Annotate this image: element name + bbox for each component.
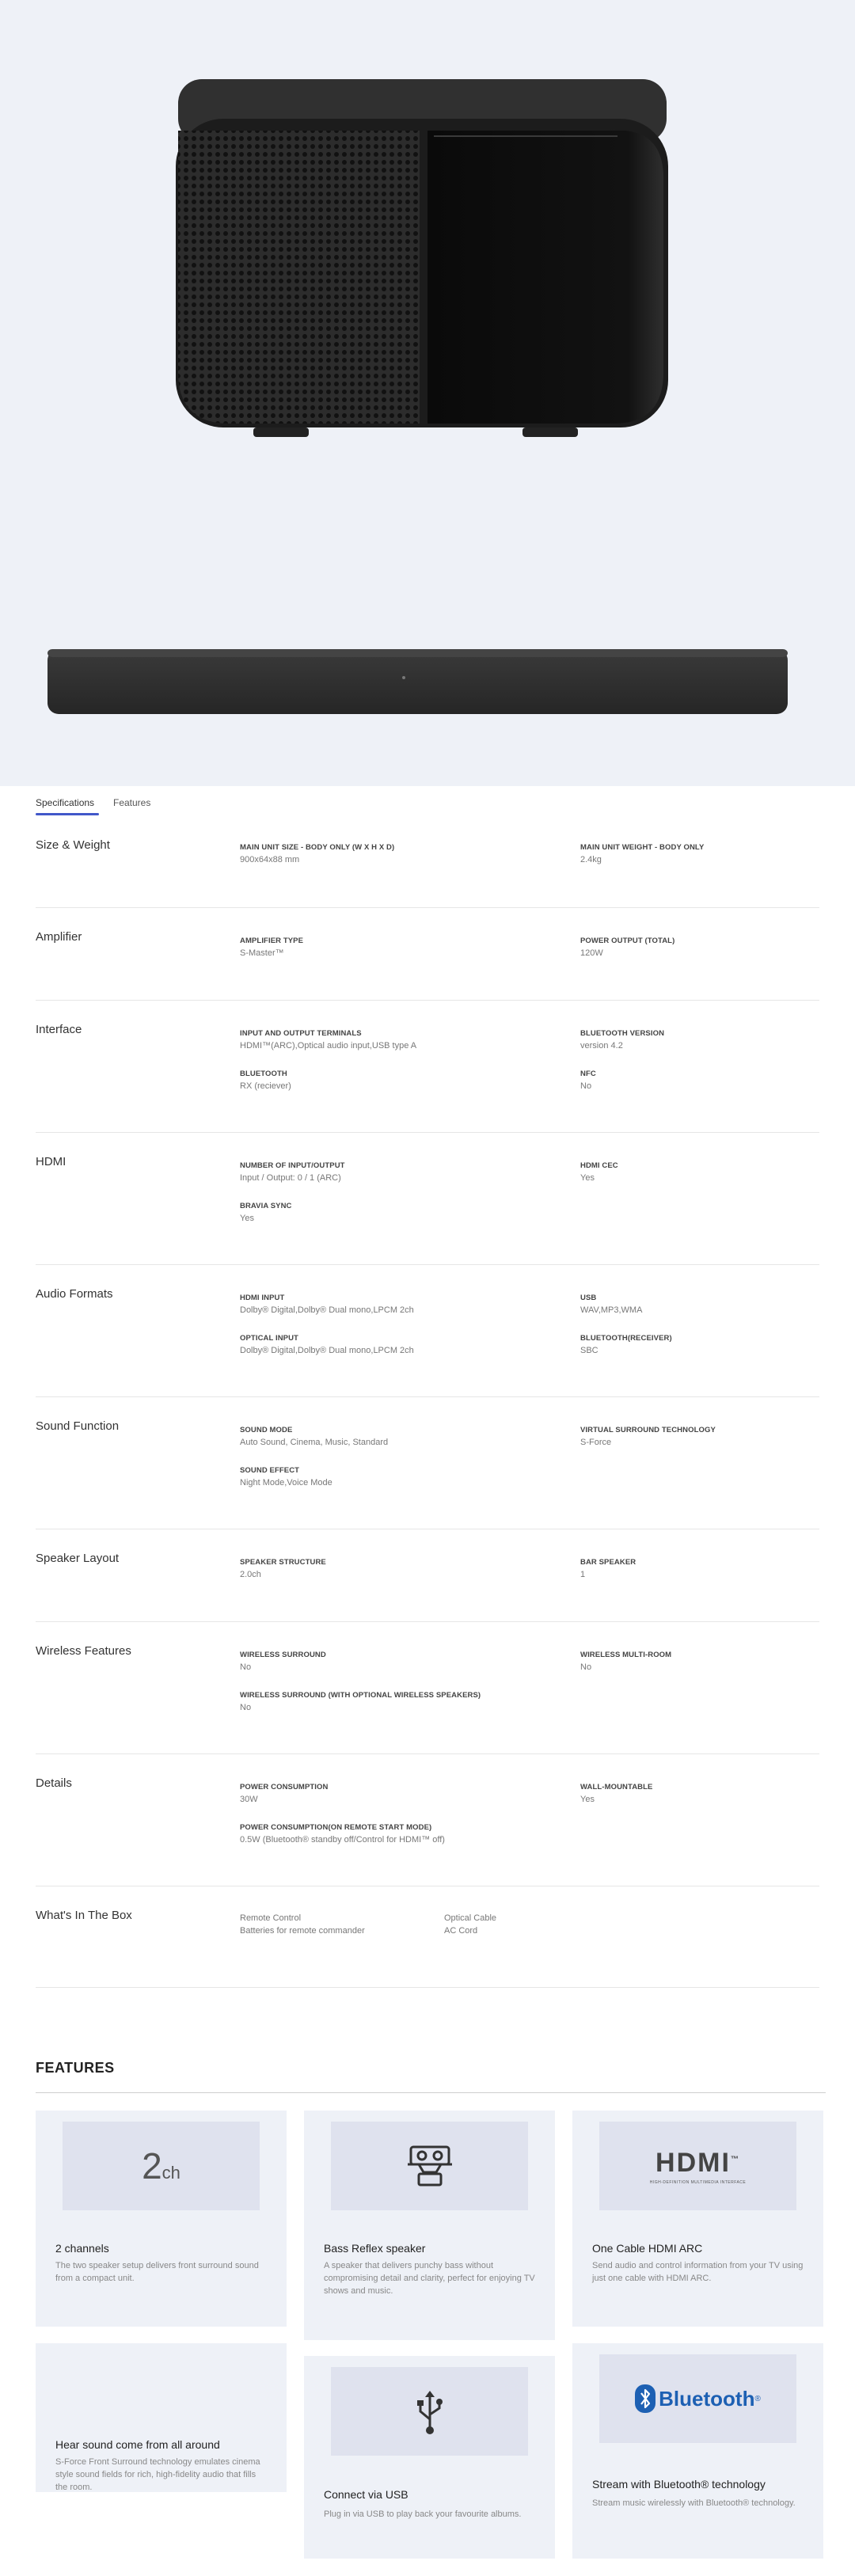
spec-label: WIRELESS SURROUND xyxy=(240,1651,326,1659)
spec-label: OPTICAL INPUT xyxy=(240,1334,298,1343)
feature-image xyxy=(331,2122,528,2210)
bass-reflex-speaker-icon xyxy=(405,2141,455,2191)
spec-label: SOUND MODE xyxy=(240,1426,293,1434)
spec-item xyxy=(240,1783,541,1804)
spec-section-interface xyxy=(36,1001,819,1133)
spec-value: Dolby® Digital,Dolby® Dual mono,LPCM 2ch xyxy=(240,1305,414,1315)
spec-item xyxy=(240,1651,541,1672)
spec-label: BLUETOOTH xyxy=(240,1070,287,1078)
spec-item xyxy=(580,1070,855,1091)
hdmi-logo-subtitle: HIGH-DEFINITION MULTIMEDIA INTERFACE xyxy=(649,2179,747,2185)
features-divider xyxy=(36,2092,826,2093)
feature-image xyxy=(63,2122,260,2210)
spec-section-in-the-box xyxy=(36,1886,819,1988)
feature-title: Stream with Bluetooth® technology xyxy=(592,2478,766,2491)
spec-item xyxy=(580,937,855,958)
spec-value: Input / Output: 0 / 1 (ARC) xyxy=(240,1173,341,1183)
spec-label: SPEAKER STRUCTURE xyxy=(240,1558,326,1567)
spec-section-sound-function xyxy=(36,1397,819,1529)
spec-item xyxy=(580,1161,855,1183)
spec-item xyxy=(580,1651,855,1672)
spec-value: version 4.2 xyxy=(580,1041,623,1051)
bluetooth-logo-icon: Bluetooth ® xyxy=(635,2384,761,2413)
active-tab-indicator xyxy=(36,813,99,815)
spec-label: POWER CONSUMPTION(ON REMOTE START MODE) xyxy=(240,1823,432,1832)
spec-value: WAV,MP3,WMA xyxy=(580,1305,643,1315)
feature-image xyxy=(331,2367,528,2456)
spec-item xyxy=(580,843,855,864)
spec-label: BLUETOOTH VERSION xyxy=(580,1029,665,1038)
2ch-icon: 2ch xyxy=(142,2145,180,2187)
spec-item xyxy=(580,1783,855,1804)
tab-specifications[interactable]: Specifications xyxy=(36,797,95,808)
spec-value: 900x64x88 mm xyxy=(240,855,300,864)
spec-item xyxy=(240,1466,541,1487)
spec-section-title: Wireless Features xyxy=(36,1644,131,1658)
feature-description: S-Force Front Surround technology emulates cinema style sound fields for rich, high-fidelity audio that fills the room. xyxy=(55,2457,260,2492)
spec-item xyxy=(240,937,541,958)
spec-section-title: Details xyxy=(36,1776,72,1790)
spec-value: SBC xyxy=(580,1346,598,1355)
spec-label: HDMI CEC xyxy=(580,1161,618,1170)
spec-section-wireless-features xyxy=(36,1622,819,1754)
spec-section-title: Speaker Layout xyxy=(36,1552,120,1565)
feature-title: Hear sound come from all around xyxy=(55,2438,220,2451)
spec-section-hdmi xyxy=(36,1133,819,1265)
spec-label: MAIN UNIT WEIGHT - BODY ONLY xyxy=(580,843,705,852)
spec-item xyxy=(240,1029,541,1051)
spec-value: S-Force xyxy=(580,1438,612,1447)
spec-label: POWER OUTPUT (TOTAL) xyxy=(580,937,675,945)
feature-title: Bass Reflex speaker xyxy=(324,2242,426,2255)
spec-item xyxy=(580,1334,855,1355)
feature-title: Connect via USB xyxy=(324,2488,408,2501)
spec-value: Dolby® Digital,Dolby® Dual mono,LPCM 2ch xyxy=(240,1346,414,1355)
spec-section-title: What's In The Box xyxy=(36,1909,132,1922)
spec-value: 2.4kg xyxy=(580,855,602,864)
spec-value: Yes xyxy=(580,1795,595,1804)
feature-card-hdmi-arc xyxy=(572,2111,823,2327)
feature-description: Send audio and control information from your TV using just one cable with HDMI ARC. xyxy=(592,2261,804,2283)
feature-card-bass-reflex xyxy=(304,2111,555,2340)
bluetooth-icon xyxy=(635,2384,656,2413)
hdmi-logo-icon: HDMI™ xyxy=(656,2147,740,2178)
box-item: AC Cord xyxy=(444,1926,478,1936)
feature-description: A speaker that delivers punchy bass without compromising detail and clarity, perfect for enjoying TV shows and music. xyxy=(324,2261,535,2296)
spec-label: BRAVIA SYNC xyxy=(240,1202,292,1210)
spec-value: No xyxy=(240,1703,252,1712)
spec-value: RX (reciever) xyxy=(240,1081,291,1091)
box-item: Batteries for remote commander xyxy=(240,1926,365,1936)
spec-label: HDMI INPUT xyxy=(240,1294,285,1302)
feature-title: One Cable HDMI ARC xyxy=(592,2242,703,2255)
spec-label: WIRELESS SURROUND (WITH OPTIONAL WIRELESS SPEAKERS) xyxy=(240,1691,481,1700)
feature-image xyxy=(599,2354,796,2443)
spec-section-size-weight xyxy=(36,827,819,908)
spec-label: NUMBER OF INPUT/OUTPUT xyxy=(240,1161,345,1170)
feature-card-2-channels xyxy=(36,2111,287,2327)
spec-tabs xyxy=(36,786,819,827)
feature-card-usb xyxy=(304,2356,555,2559)
spec-label: INPUT AND OUTPUT TERMINALS xyxy=(240,1029,362,1038)
feature-description: The two speaker setup delivers front surround sound from a compact unit. xyxy=(55,2261,259,2283)
spec-label: BAR SPEAKER xyxy=(580,1558,636,1567)
spec-value: Yes xyxy=(580,1173,595,1183)
box-item: Remote Control xyxy=(240,1913,302,1923)
box-item: Optical Cable xyxy=(444,1913,497,1923)
spec-label: WALL-MOUNTABLE xyxy=(580,1783,653,1791)
spec-label: AMPLIFIER TYPE xyxy=(240,937,304,945)
spec-value: HDMI™(ARC),Optical audio input,USB type A xyxy=(240,1041,417,1051)
spec-value: 1 xyxy=(580,1570,586,1579)
spec-section-title: Size & Weight xyxy=(36,838,110,852)
spec-value: 0.5W (Bluetooth® standby off/Control for HDMI™ off) xyxy=(240,1835,445,1845)
spec-value: No xyxy=(580,1662,592,1672)
spec-label: USB xyxy=(580,1294,597,1302)
spec-section-title: HDMI xyxy=(36,1155,66,1168)
spec-value: 120W xyxy=(580,948,603,958)
product-image xyxy=(0,0,855,786)
feature-image xyxy=(599,2122,796,2210)
spec-value: Auto Sound, Cinema, Music, Standard xyxy=(240,1438,389,1447)
spec-section-audio-formats xyxy=(36,1265,819,1397)
spec-label: MAIN UNIT SIZE - BODY ONLY (W X H X D) xyxy=(240,843,395,852)
spec-section-amplifier xyxy=(36,908,819,1001)
spec-section-title: Sound Function xyxy=(36,1419,120,1433)
spec-value: 2.0ch xyxy=(240,1570,261,1579)
spec-label: POWER CONSUMPTION xyxy=(240,1783,329,1791)
spec-value: S-Master™ xyxy=(240,948,284,958)
spec-value: No xyxy=(240,1662,252,1672)
spec-item xyxy=(580,1294,855,1315)
spec-label: BLUETOOTH(RECEIVER) xyxy=(580,1334,672,1343)
spec-section-details xyxy=(36,1754,819,1886)
spec-section-speaker-layout xyxy=(36,1529,819,1622)
spec-item xyxy=(240,1823,541,1845)
feature-description: Plug in via USB to play back your favourite albums. xyxy=(324,2510,522,2519)
spec-item xyxy=(240,1691,541,1712)
spec-section-title: Amplifier xyxy=(36,930,82,944)
feature-card-bluetooth xyxy=(572,2343,823,2559)
spec-value: Night Mode,Voice Mode xyxy=(240,1478,332,1487)
spec-item xyxy=(240,1558,541,1579)
spec-item xyxy=(240,1294,541,1315)
spec-label: SOUND EFFECT xyxy=(240,1466,300,1475)
usb-icon xyxy=(414,2388,446,2435)
spec-value: No xyxy=(580,1081,592,1091)
feature-title: 2 channels xyxy=(55,2242,109,2255)
spec-item xyxy=(240,1161,541,1183)
spec-label: VIRTUAL SURROUND TECHNOLOGY xyxy=(580,1426,716,1434)
spec-item xyxy=(580,1029,855,1051)
feature-card-surround xyxy=(36,2343,287,2492)
spec-item xyxy=(240,843,541,864)
spec-section-title: Audio Formats xyxy=(36,1287,113,1301)
tab-features[interactable]: Features xyxy=(113,797,151,808)
spec-item xyxy=(240,1334,541,1355)
spec-value: 30W xyxy=(240,1795,258,1804)
spec-item xyxy=(580,1558,855,1579)
spec-value: Yes xyxy=(240,1214,254,1223)
spec-item xyxy=(580,1426,855,1447)
specifications-list xyxy=(36,827,819,1988)
spec-label: WIRELESS MULTI-ROOM xyxy=(580,1651,672,1659)
spec-section-title: Interface xyxy=(36,1023,82,1036)
spec-item xyxy=(240,1426,541,1447)
spec-item xyxy=(240,1070,541,1091)
spec-label: NFC xyxy=(580,1070,596,1078)
feature-description: Stream music wirelessly with Bluetooth® technology. xyxy=(592,2498,796,2508)
product-gallery xyxy=(0,0,855,786)
spec-item xyxy=(240,1202,541,1223)
features-heading: FEATURES xyxy=(36,2060,115,2076)
